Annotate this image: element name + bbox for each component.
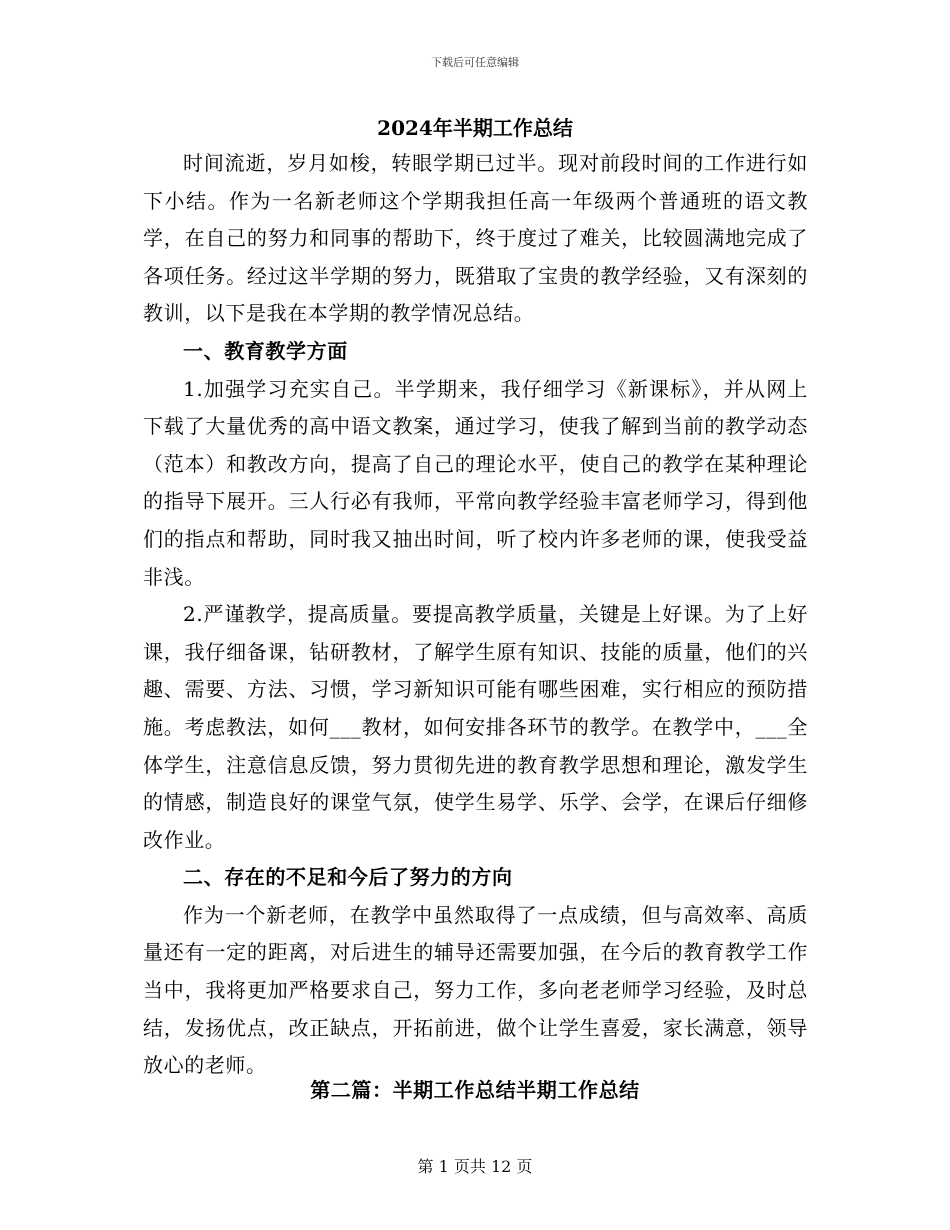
section2-heading: 二、存在的不足和今后了努力的方向: [183, 865, 513, 890]
next-article-title: 第二篇：半期工作总结半期工作总结: [310, 1078, 640, 1102]
header-note: 下载后可任意编辑: [431, 56, 519, 69]
page-number: 第 1 页共 12 页: [417, 1157, 533, 1176]
document-title: 2024年半期工作总结: [377, 116, 573, 140]
section1-paragraph-1: 1.加强学习充实自己。半学期来，我仔细学习《新课标》，并从网上下载了大量优秀的高中语文教案，通过学习，使我了解到当前的教学动态（范本）和教改方向，提高了自己的理论水平，使自己的教学在某种理论的指导下展开。三人行必有我师，平常向教学经验丰富老师学习，得到他们的指点和帮助，同时我又抽出时间，听了校内许多老师的课，使我受益非浅。: [143, 376, 808, 589]
document-body: [143, 145, 808, 1085]
intro-paragraph: 时间流逝，岁月如梭，转眼学期已过半。现对前段时间的工作进行如下小结。作为一名新老师这个学期我担任高一年级两个普通班的语文教学，在自己的努力和同事的帮助下，终于度过了难关，比较圆满地完成了各项任务。经过这半学期的努力，既猎取了宝贵的教学经验，又有深刻的教训，以下是我在本学期的教学情况总结。: [143, 151, 808, 326]
section1-heading: 一、教育教学方面: [183, 338, 348, 363]
section1-paragraph-2: 2.严谨教学，提高质量。要提高教学质量，关键是上好课。为了上好课，我仔细备课，钻研教材，了解学生原有知识、技能的质量，他们的兴趣、需要、方法、习惯，学习新知识可能有哪些困难，实行相应的预防措施。考虑教法，如何___教材，如何安排各环节的教学。在教学中，___全体学生，注意信息反馈，努力贯彻先进的教育教学思想和理论，激发学生的情感，制造良好的课堂气氛，使学生易学、乐学、会学，在课后仔细修改作业。: [143, 602, 808, 852]
section2-paragraph-1: 作为一个新老师，在教学中虽然取得了一点成绩，但与高效率、高质量还有一定的距离，对后进生的辅导还需要加强，在今后的教育教学工作当中，我将更加严格要求自己，努力工作，多向老老师学习经验，及时总结，发扬优点，改正缺点，开拓前进，做个让学生喜爱，家长满意，领导放心的老师。: [143, 902, 808, 1078]
